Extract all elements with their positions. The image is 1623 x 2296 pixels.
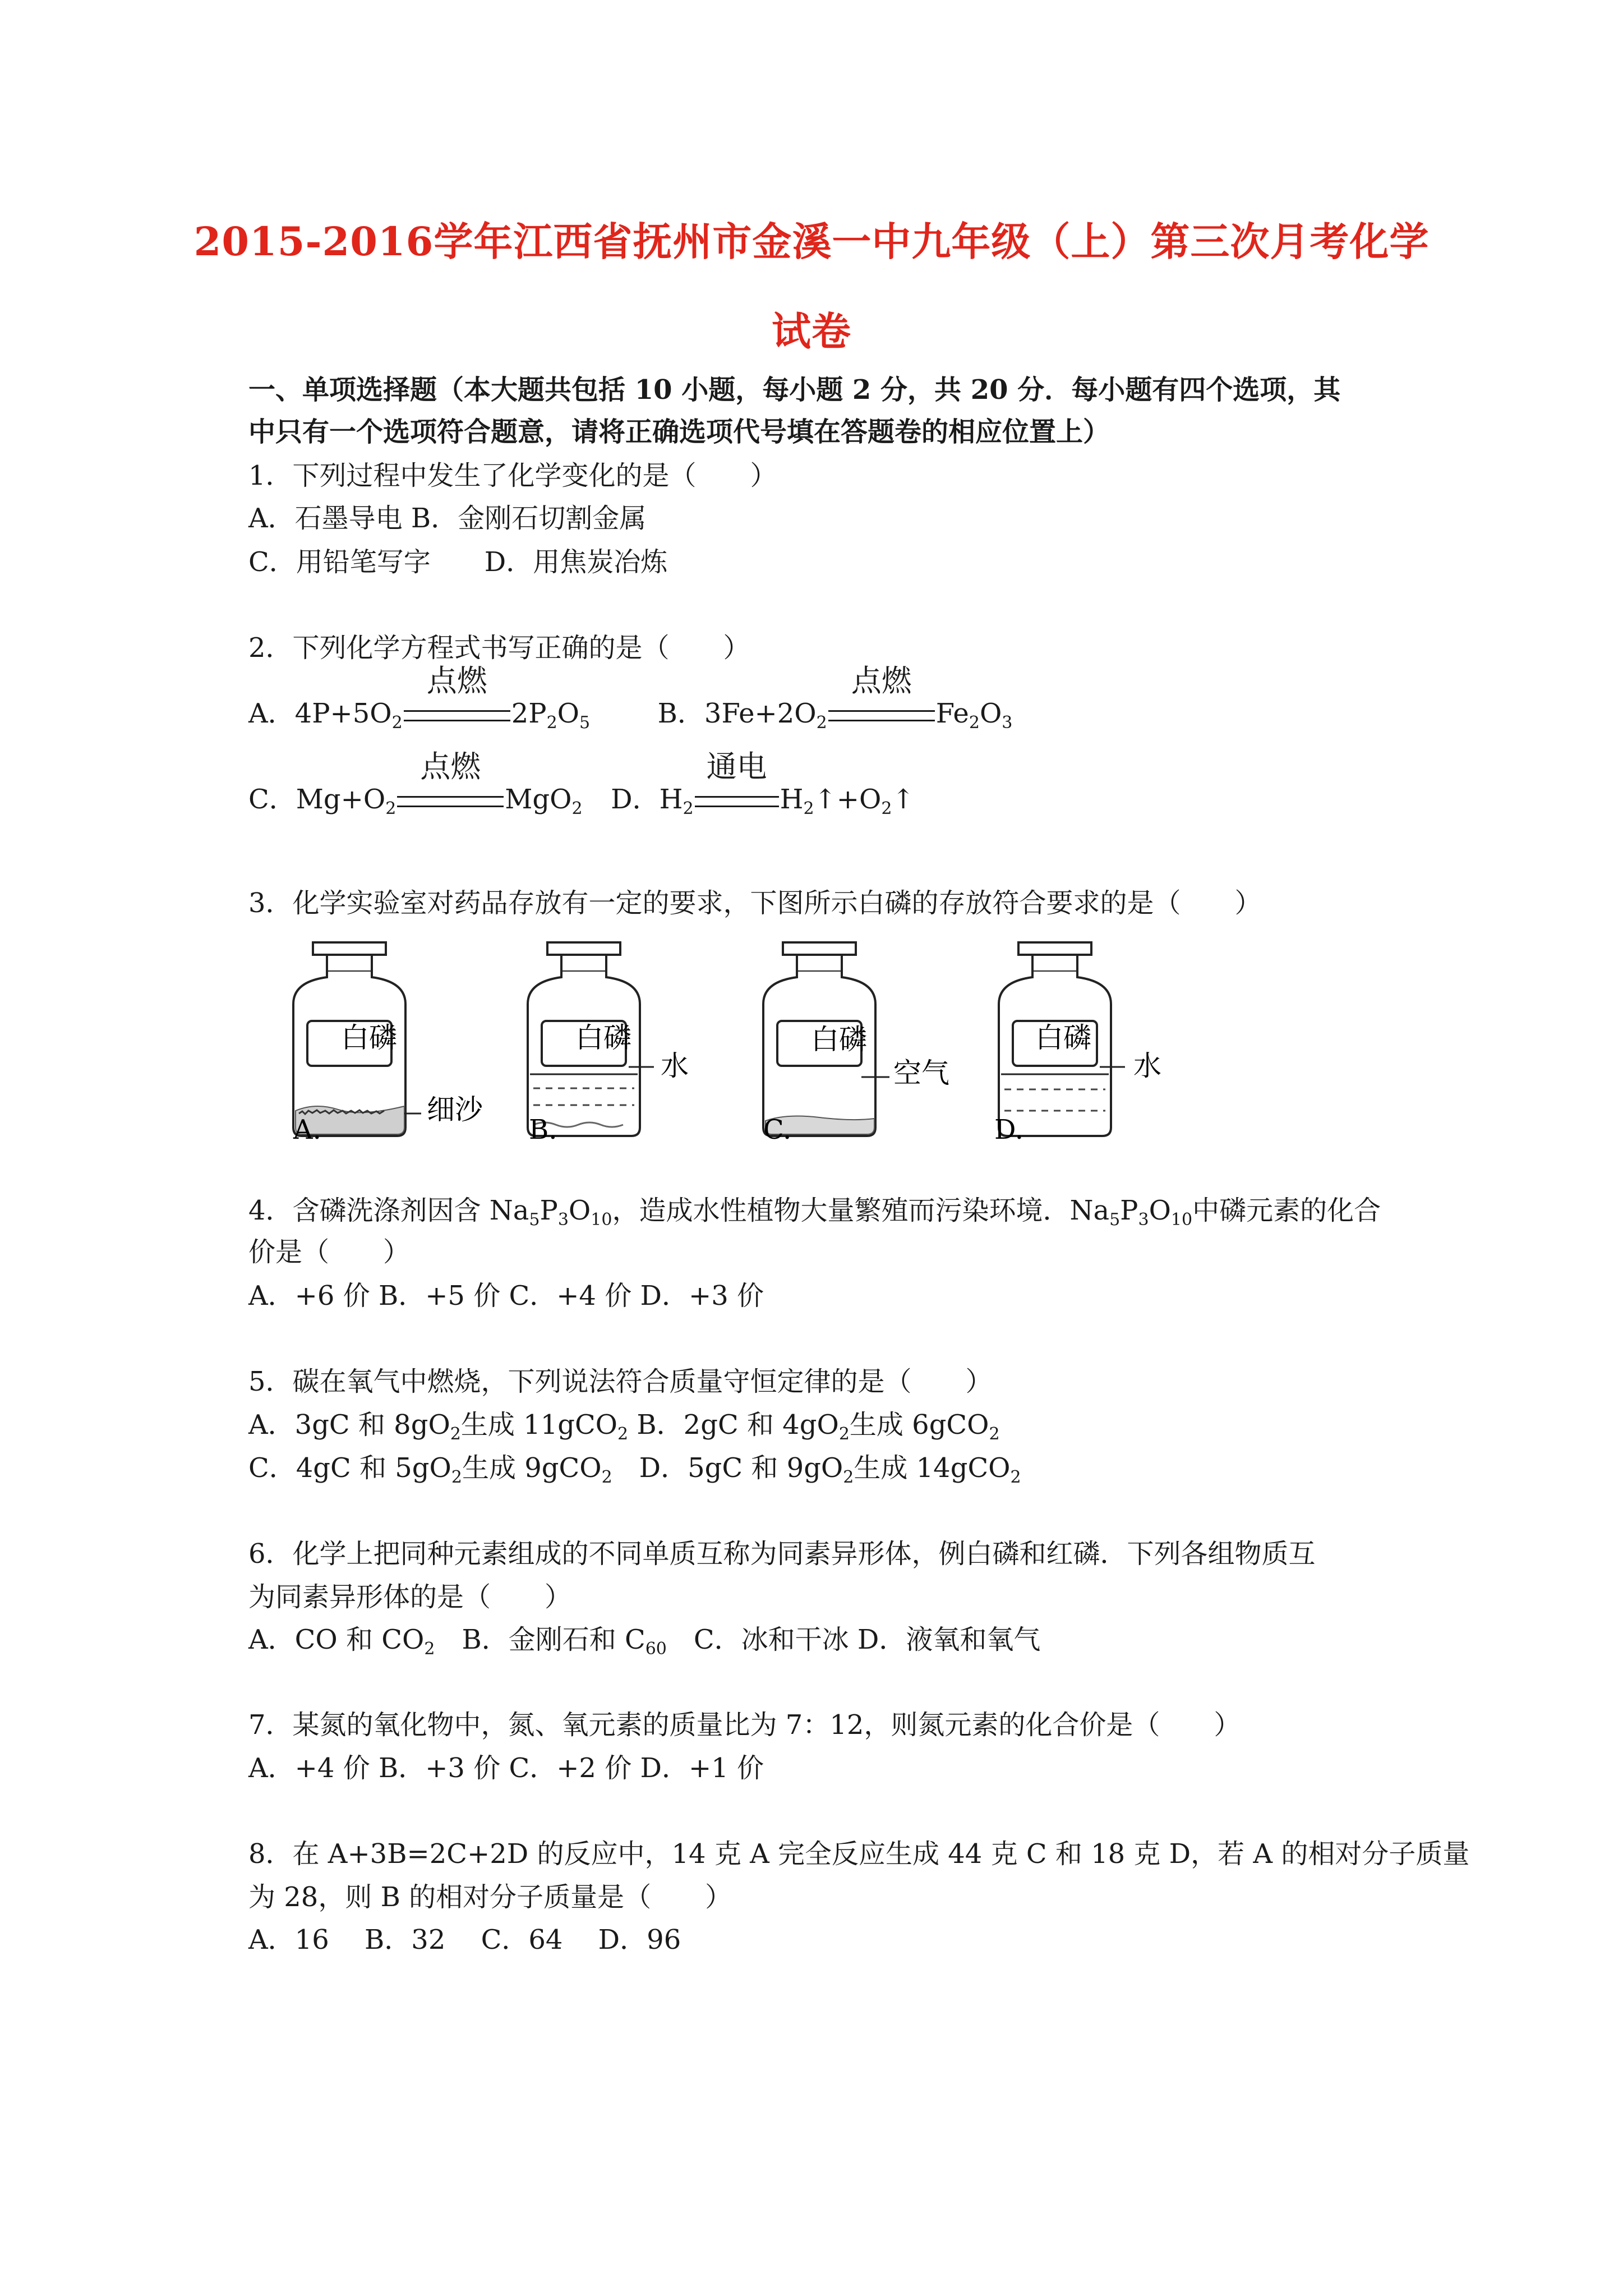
bottle-c-label: 白磷: [811, 1023, 867, 1056]
bottle-b-label: 白磷: [575, 1022, 631, 1054]
q5-options-row2: C．4gC 和 $5gO_2$生成 9gCO$_2$ D．5gC 和 $9gO_2$生成 14gCO$_2$: [248, 1452, 1021, 1487]
option-c-letter: C.: [763, 1114, 792, 1142]
bottle-a-label: 白磷: [341, 1022, 397, 1054]
reaction-condition: 点燃: [828, 697, 935, 730]
option-b-letter: B.: [529, 1114, 557, 1142]
q5-options-row1: A．3gC 和 $8gO_2$生成 11gCO$_2$ B．2gC 和 $4gO_2$生成 6gCO$_2$: [248, 1409, 1000, 1444]
q2-options-row2: [248, 749, 915, 818]
bottle-c-medium: 空气: [893, 1057, 949, 1089]
reaction-condition: 点燃: [404, 697, 510, 730]
q2-option-b: B．$3Fe+2O_2$ 点燃 $Fe_2O_3$: [657, 663, 1013, 733]
q1-stem: 1．下列过程中发生了化学变化的是（ ）: [248, 460, 777, 491]
q4-options: A．+6 价 B．+5 价 C．+4 价 D．+3 价: [248, 1280, 764, 1312]
page-title-continued: 试卷: [772, 308, 851, 355]
bottle-d-medium: 水: [1133, 1050, 1161, 1082]
q6-stem: 6．化学上把同种元素组成的不同单质互称为同素异形体，例白磷和红磷．下列各组物质互: [248, 1538, 1316, 1570]
reaction-condition: 通电: [695, 783, 779, 816]
section-heading-line2: 中只有一个选项符合题意，请将正确选项代号填在答题卷的相应位置上）: [248, 416, 1110, 448]
option-d-letter: D.: [994, 1114, 1024, 1142]
q6-stem-line2: 为同素异形体的是（ ）: [248, 1581, 572, 1613]
q7-stem: 7．某氮的氧化物中，氮、氧元素的质量比为 7：12，则氮元素的化合价是（ ）: [248, 1709, 1241, 1741]
page-title: 2015-2016学年江西省抚州市金溪一中九年级（上）第三次月考化学: [193, 218, 1430, 265]
bottle-d-label: 白磷: [1035, 1022, 1091, 1054]
q8-stem-line2: 为 28，则 B 的相对分子质量是（ ）: [248, 1881, 732, 1913]
q8-options: A．16 B．32 C．64 D．96: [248, 1924, 681, 1955]
q1-options-row2: C．用铅笔写字 D．用焦炭冶炼: [248, 546, 668, 578]
q2-options-row1: [248, 663, 1013, 733]
q3-stem: 3．化学实验室对药品存放有一定的要求，下图所示白磷的存放符合要求的是（ ）: [248, 887, 1262, 919]
q2-option-d: D．$H_2$ 通电 $H_2↑+O_2↑$: [611, 749, 915, 818]
q4-stem: 4．含磷洗涤剂因含 $Na_5P_3O_{10}$，造成水性植物大量繁殖而污染环境．$Na_5P_3O_{10}$中磷元素的化合: [248, 1195, 1381, 1230]
q2-stem: 2．下列化学方程式书写正确的是（ ）: [248, 632, 750, 664]
bottle-b-medium: 水: [661, 1050, 689, 1082]
q2-option-c: C．$Mg+O_2$ 点燃 MgO$_2$: [248, 749, 583, 818]
q8-stem: 8．在 A+3B=2C+2D 的反应中，14 克 A 完全反应生成 44 克 C 和 18 克 D，若 A 的相对分子质量: [248, 1838, 1470, 1870]
q7-options: A．+4 价 B．+3 价 C．+2 价 D．+1 价: [248, 1752, 764, 1784]
q6-options: A．CO 和 $CO_2$ B．金刚石和 $C_{60}$ C．冰和干冰 D．液氧和氧气: [248, 1624, 1041, 1659]
bottle-a-medium: 细沙: [427, 1093, 483, 1126]
section-heading: 一、单项选择题（本大题共包括 10 小题，每小题 2 分，共 20 分．每小题有四个选项，其: [248, 374, 1341, 406]
q3-bottle-figures: [248, 928, 1202, 1142]
reaction-condition: 点燃: [397, 783, 504, 816]
option-a-letter: A.: [293, 1114, 321, 1142]
q4-stem-line2: 价是（ ）: [248, 1236, 411, 1268]
q2-option-a: A．$4P+5O_2$ 点燃 $2P_2O_5$: [248, 663, 591, 733]
reagent-bottles-figure: [248, 928, 1202, 1142]
q5-stem: 5．碳在氧气中燃烧，下列说法符合质量守恒定律的是（ ）: [248, 1366, 993, 1397]
q1-options-row1: A．石墨导电 B．金刚石切割金属: [248, 503, 647, 534]
